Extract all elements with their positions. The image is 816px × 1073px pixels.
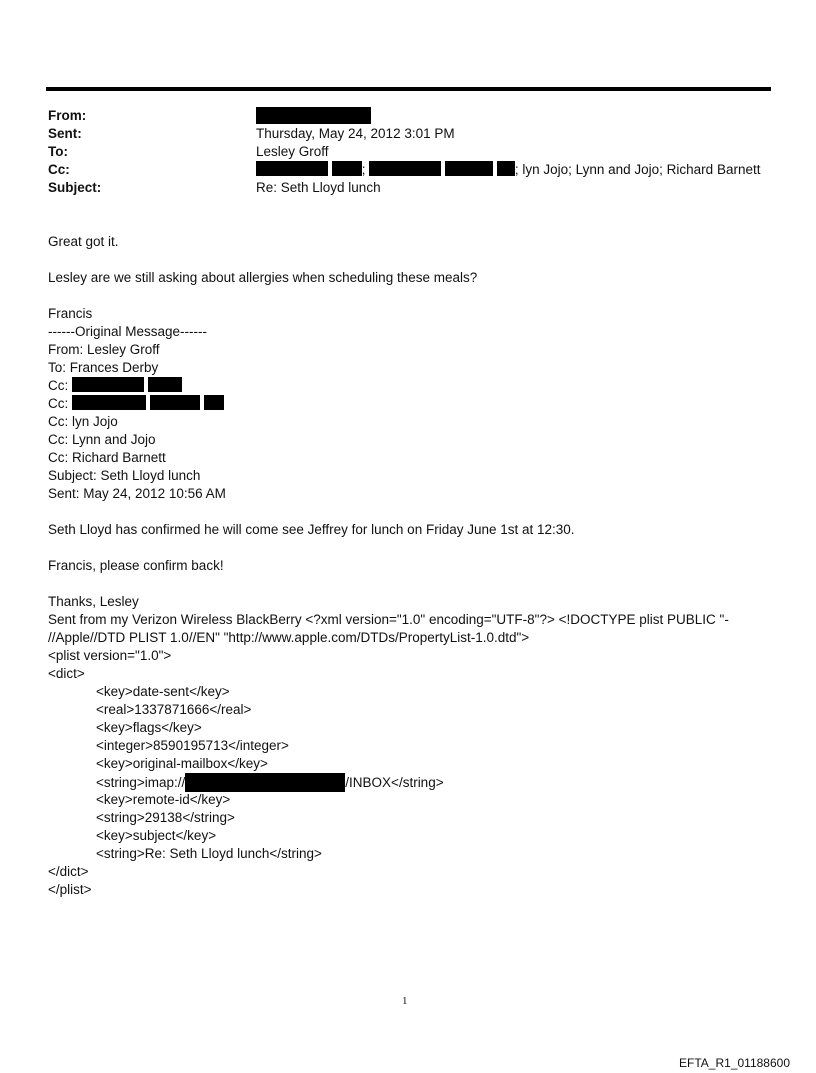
plist-line: </plist>	[48, 882, 92, 897]
from-row	[48, 107, 778, 125]
original-subject: Subject: Seth Lloyd lunch	[48, 468, 201, 483]
redaction-cc-3	[369, 161, 441, 176]
original-cc: Cc: Lynn and Jojo	[48, 432, 156, 447]
subject-label: Subject:	[48, 180, 102, 195]
from-label: From:	[48, 108, 87, 123]
plist-line: <key>date-sent</key>	[96, 684, 230, 699]
redaction-orig-cc-5	[204, 395, 224, 410]
to-value: Lesley Groff	[256, 144, 329, 159]
original-from: From: Lesley Groff	[48, 342, 160, 357]
plist-line: <key>original-mailbox</key>	[96, 756, 268, 771]
plist-line: <real>1337871666</real>	[96, 702, 252, 717]
body-line: Seth Lloyd has confirmed he will come see Jeffrey for lunch on Friday June 1st at 12:30.	[48, 522, 575, 537]
original-sent: Sent: May 24, 2012 10:56 AM	[48, 486, 226, 501]
redaction-cc-5	[497, 161, 515, 176]
original-message-header: ------Original Message------	[48, 324, 207, 339]
sent-row	[48, 125, 778, 143]
cc-row	[48, 161, 778, 179]
sent-value: Thursday, May 24, 2012 3:01 PM	[256, 126, 455, 141]
redaction-from	[256, 107, 371, 124]
plist-line	[48, 773, 778, 791]
plist-line: </dict>	[48, 864, 89, 879]
body-line: Francis, please confirm back!	[48, 558, 224, 573]
sent-label: Sent:	[48, 126, 82, 141]
plist-line: <integer>8590195713</integer>	[96, 738, 289, 753]
original-cc	[48, 377, 778, 395]
to-row	[48, 143, 778, 161]
redaction-imap	[185, 773, 345, 792]
redaction-orig-cc-3	[72, 395, 146, 410]
plist-line: <string>Re: Seth Lloyd lunch</string>	[96, 846, 322, 861]
cc-tail: ; lyn Jojo; Lynn and Jojo; Richard Barnett	[514, 162, 761, 177]
original-cc-label: Cc:	[48, 396, 69, 411]
body-line: Great got it.	[48, 234, 119, 249]
signature: Francis	[48, 306, 93, 321]
cc-label: Cc:	[48, 162, 70, 177]
redaction-cc-1	[256, 161, 328, 176]
imap-suffix: /INBOX</string>	[345, 775, 444, 790]
subject-value: Re: Seth Lloyd lunch	[256, 180, 381, 195]
cc-value	[256, 161, 760, 179]
header-rule	[46, 87, 771, 91]
subject-row	[48, 179, 778, 197]
original-cc: Cc: lyn Jojo	[48, 414, 118, 429]
redaction-cc-2	[332, 161, 362, 176]
imap-prefix: <string>imap://	[96, 775, 186, 790]
original-to: To: Frances Derby	[48, 360, 159, 375]
plist-line: <key>remote-id</key>	[96, 792, 231, 807]
redaction-orig-cc-2	[148, 377, 182, 392]
plist-line: <dict>	[48, 666, 85, 681]
body-line: Thanks, Lesley	[48, 594, 139, 609]
original-cc-label: Cc:	[48, 378, 69, 393]
plist-line: <key>flags</key>	[96, 720, 202, 735]
original-cc: Cc: Richard Barnett	[48, 450, 166, 465]
document-id: EFTA_R1_01188600	[679, 1056, 790, 1070]
redaction-orig-cc-4	[150, 395, 200, 410]
body-line: Lesley are we still asking about allergies when scheduling these meals?	[48, 270, 478, 285]
email-header	[48, 107, 778, 197]
plist-line: <string>29138</string>	[96, 810, 235, 825]
body-line: Sent from my Verizon Wireless BlackBerry <?xml version="1.0" encoding="UTF-8"?> <!DOCTYPE plist PUBLIC "-	[48, 612, 729, 627]
email-body	[48, 233, 778, 899]
redaction-orig-cc-1	[72, 377, 144, 392]
plist-line: <key>subject</key>	[96, 828, 217, 843]
body-line: //Apple//DTD PLIST 1.0//EN" "http://www.apple.com/DTDs/PropertyList-1.0.dtd">	[48, 630, 530, 645]
to-label: To:	[48, 144, 68, 159]
cc-separator: ;	[361, 162, 366, 177]
plist-line: <plist version="1.0">	[48, 648, 172, 663]
original-cc	[48, 395, 778, 413]
redaction-cc-4	[445, 161, 493, 176]
page-number: 1	[402, 995, 408, 1007]
